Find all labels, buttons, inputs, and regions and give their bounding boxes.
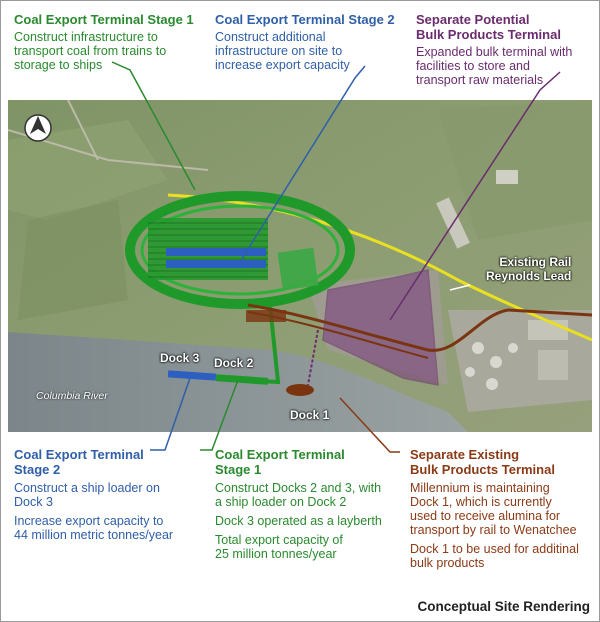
callout-stage2-bottom — [14, 447, 204, 542]
storage-tank — [490, 356, 502, 368]
callout-line: Construct a ship loader on — [14, 481, 160, 495]
north-arrow-icon — [25, 115, 51, 141]
callout-line: bulk products — [410, 556, 485, 570]
callout-line: Dock 1, which is currently — [410, 495, 552, 509]
callout-title — [215, 447, 405, 477]
dock2-label: Dock 2 — [214, 356, 254, 370]
callout-line: Dock 3 operated as a layberth — [215, 514, 382, 528]
storage-tank — [472, 342, 484, 354]
storage-tank — [508, 343, 518, 353]
existing-bulk-storage — [246, 310, 286, 322]
stage1-building — [278, 248, 319, 291]
callout-title-line: Coal Export Terminal — [14, 447, 144, 462]
callout-line: Dock 3 — [14, 495, 53, 509]
dock3-label: Dock 3 — [160, 351, 200, 365]
callout-body — [14, 514, 204, 542]
callout-body — [215, 481, 405, 509]
callout-title — [416, 12, 596, 42]
callout-title — [14, 447, 204, 477]
callout-line: increase export capacity — [215, 58, 350, 72]
dock1-label: Dock 1 — [290, 408, 330, 422]
callout-potential-bulk — [416, 12, 596, 87]
storage-tank — [486, 378, 498, 390]
callout-line: transport raw materials — [416, 73, 544, 87]
building — [528, 320, 568, 340]
callout-body — [14, 30, 214, 72]
callout-stage2-top — [215, 12, 415, 72]
callout-line: 25 million tonnes/year — [215, 547, 337, 561]
rail-label-line: Existing Rail — [499, 255, 572, 269]
stage2-stockpile — [166, 248, 266, 256]
callout-title-line: Coal Export Terminal — [215, 447, 345, 462]
callout-line: transport coal from trains to — [14, 44, 167, 58]
callout-line: Dock 1 to be used for additinal — [410, 542, 579, 556]
callout-line: Millennium is maintaining — [410, 481, 550, 495]
callout-line: used to receive alumina for — [410, 509, 561, 523]
callout-title-line: Separate Existing — [410, 447, 520, 462]
rail-label — [486, 255, 571, 283]
river-label: Columbia River — [36, 390, 108, 402]
callout-line: transport by rail to Wenatchee — [410, 523, 577, 537]
rail-label-line: Reynolds Lead — [486, 269, 572, 283]
callout-line: a ship loader on Dock 2 — [215, 495, 347, 509]
callout-line: facilities to store and — [416, 59, 530, 73]
callout-line: 44 million metric tonnes/year — [14, 528, 174, 542]
callout-title-line: Stage 2 — [14, 462, 61, 477]
callout-title-line: Separate Potential — [416, 12, 530, 27]
callout-line: infrastructure on site to — [215, 44, 343, 58]
callout-title: Coal Export Terminal Stage 1 — [14, 12, 194, 27]
storage-tank — [465, 367, 475, 377]
callout-line: Expanded bulk terminal with — [416, 45, 573, 59]
footer-caption: Conceptual Site Rendering — [417, 599, 590, 614]
callout-line: Construct additional — [215, 30, 326, 44]
building — [538, 350, 568, 380]
callout-stage1-bottom — [215, 447, 405, 561]
stage2-stockpile — [166, 260, 266, 268]
callout-body — [215, 30, 415, 72]
callout-body — [215, 514, 405, 528]
callout-line: Increase export capacity to — [14, 514, 164, 528]
callout-body — [14, 481, 204, 509]
callout-line: Construct infrastructure to — [14, 30, 158, 44]
callout-title-line: Stage 1 — [215, 462, 262, 477]
callout-existing-bulk — [410, 447, 595, 570]
callout-title-line: Bulk Products Terminal — [410, 462, 555, 477]
callout-body — [410, 542, 595, 570]
callout-body — [215, 533, 405, 561]
callout-body — [416, 45, 596, 87]
callout-title — [410, 447, 595, 477]
dock1 — [286, 384, 314, 396]
callout-line: Total export capacity of — [215, 533, 343, 547]
callout-line: storage to ships — [14, 58, 103, 72]
building — [496, 170, 518, 184]
callout-line: Construct Docks 2 and 3, with — [215, 481, 382, 495]
callout-body — [410, 481, 595, 537]
industrial-area — [448, 310, 592, 412]
callout-title: Coal Export Terminal Stage 2 — [215, 12, 395, 27]
callout-title-line: Bulk Products Terminal — [416, 27, 561, 42]
callout-stage1-top — [14, 12, 214, 72]
